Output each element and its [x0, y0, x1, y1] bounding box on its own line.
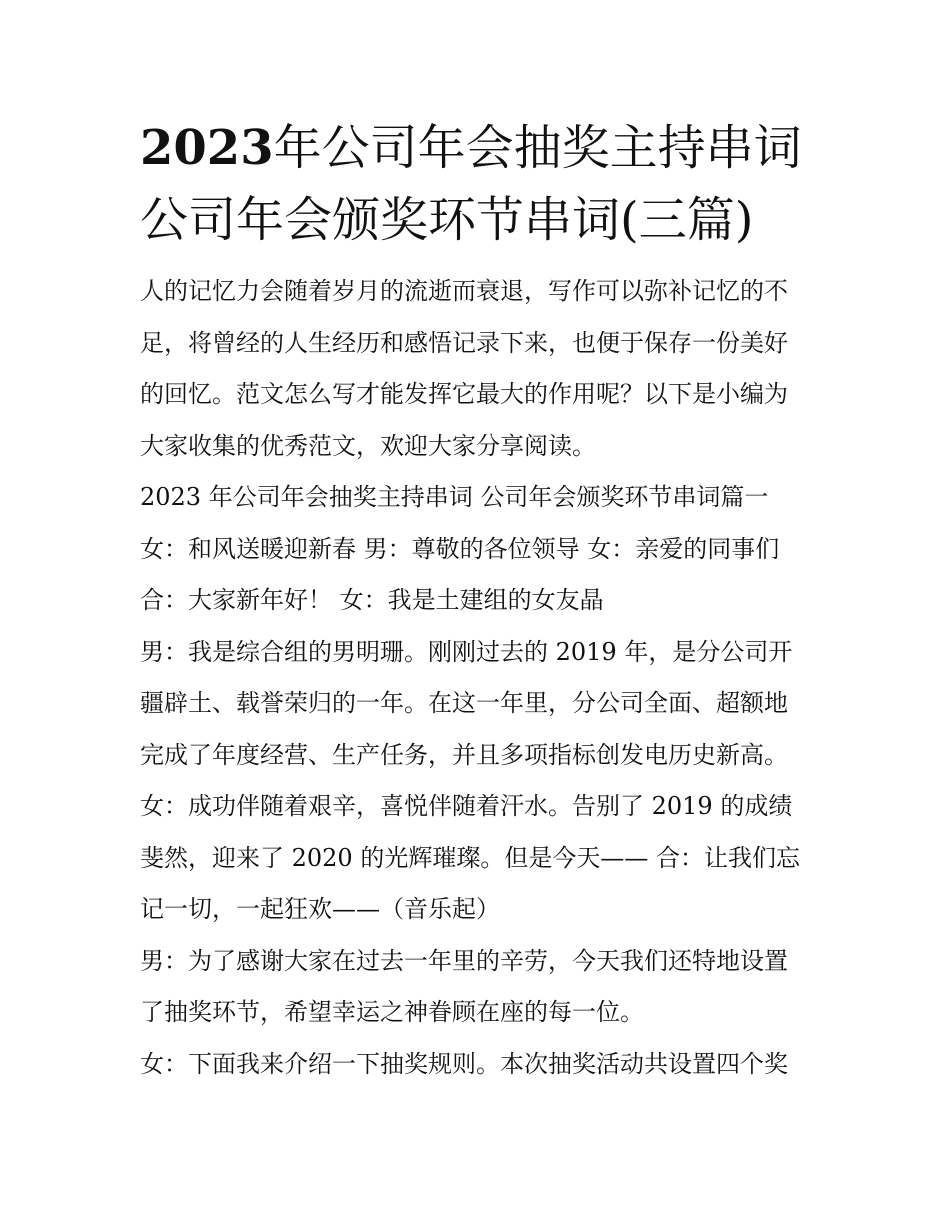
body-line: 的回忆。范文怎么写才能发挥它最大的作用呢？以下是小编为	[140, 380, 788, 408]
body-line: 记一切，一起狂欢——（音乐起）	[140, 895, 500, 923]
body-line: 女：和风送暖迎新春 男：尊敬的各位领导 女：亲爱的同事们	[140, 534, 780, 563]
body-line: 男：为了感谢大家在过去一年里的辛劳，今天我们还特地设置	[140, 946, 788, 975]
body-line: 大家收集的优秀范文，欢迎大家分享阅读。	[140, 431, 596, 460]
body-line: 完成了年度经营、生产任务，并且多项指标创发电历史新高。	[140, 740, 788, 769]
body-line: 了抽奖环节，希望幸运之神眷顾在座的每一位。	[140, 998, 644, 1026]
body-line: 足，将曾经的人生经历和感悟记录下来，也便于保存一份美好	[140, 328, 788, 357]
document-page	[140, 112, 820, 1090]
body-line: 人的记忆力会随着岁月的流逝而衰退，写作可以弥补记忆的不	[140, 277, 788, 305]
body-line: 合：大家新年好！ 女：我是土建组的女友晶	[140, 586, 604, 614]
title-line-1	[140, 112, 820, 184]
title-year: 2023	[140, 120, 274, 176]
body-line: 疆辟土、载誉荣归的一年。在这一年里，分公司全面、超额地	[140, 689, 788, 717]
title-line-2: 公司年会颁奖环节串词(三篇)	[140, 192, 754, 248]
title-line-1-text: 年公司年会抽奖主持串词	[273, 120, 802, 176]
body-line: 斐然，迎来了 2020 的光辉璀璨。但是今天—— 合：让我们忘	[140, 843, 800, 872]
body-line: 女：下面我来介绍一下抽奖规则。本次抽奖活动共设置四个奖	[140, 1049, 788, 1078]
document-body	[140, 266, 820, 1090]
document-title	[140, 112, 820, 256]
section-heading: 2023 年公司年会抽奖主持串词 公司年会颁奖环节串词篇一	[140, 483, 769, 511]
body-line: 男：我是综合组的男明珊。刚刚过去的 2019 年，是分公司开	[140, 637, 793, 666]
body-line: 女：成功伴随着艰辛，喜悦伴随着汗水。告别了 2019 的成绩	[140, 792, 793, 820]
